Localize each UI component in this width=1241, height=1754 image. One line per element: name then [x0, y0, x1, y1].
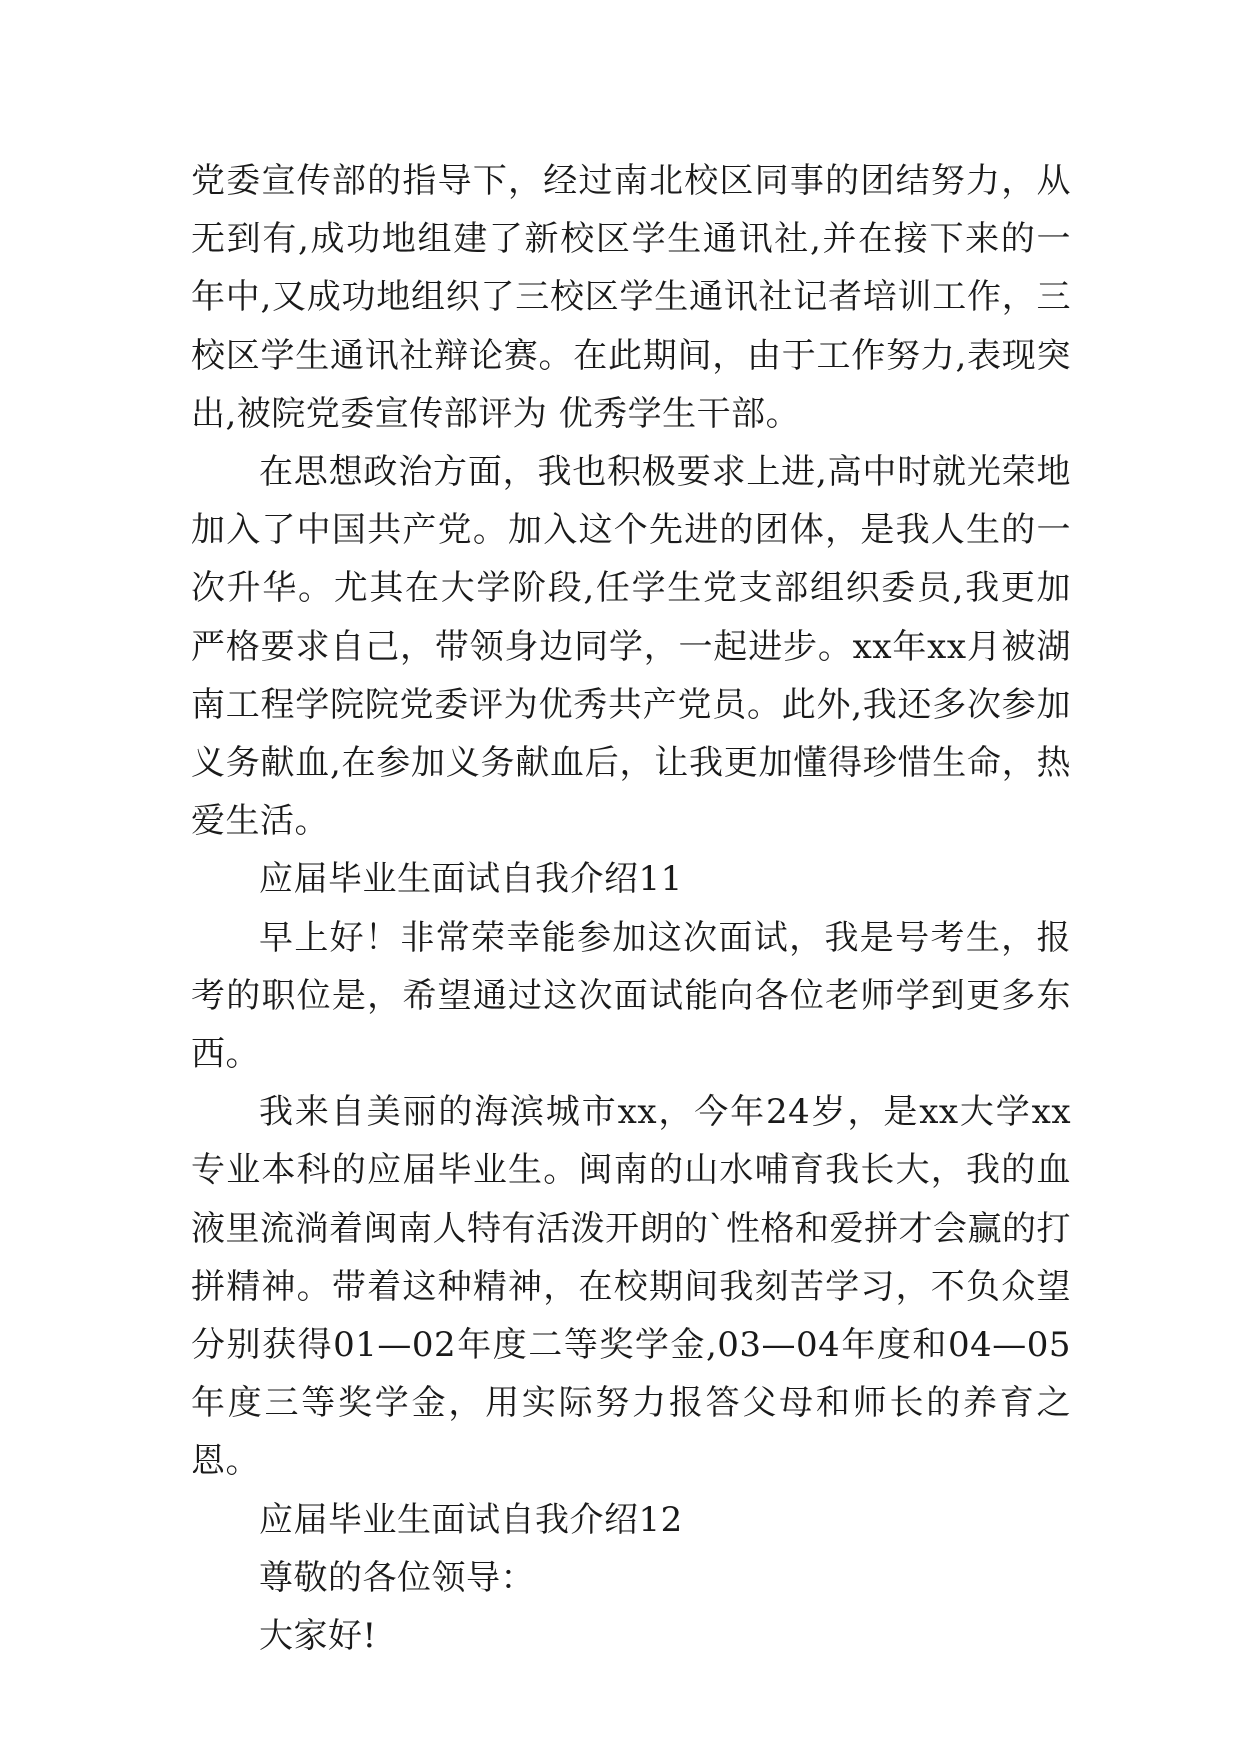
- paragraph-hello: 大家好!: [259, 1616, 377, 1657]
- paragraph-greeting: 早上好！非常荣幸能参加这次面试，我是号考生，报考的职位是，希望通过这次面试能向各位老师学到更多东西。: [191, 917, 1071, 1075]
- paragraph-political-thought: 在思想政治方面，我也积极要求上进,高中时就光荣地加入了中国共产党。加入这个先进的团体，是我人生的一次升华。尤其在大学阶段,任学生党支部组织委员,我更加严格要求自己，带领身边同学，一起进步。xx年xx月被湖南工程学院院党委评为优秀共产党员。此外,我还多次参加义务献血,在参加义务献血后，让我更加懂得珍惜生命，热爱生活。: [191, 452, 1071, 842]
- section-heading-12: 应届毕业生面试自我介绍12: [259, 1499, 683, 1540]
- section-heading-11: 应届毕业生面试自我介绍11: [259, 859, 683, 900]
- paragraph-background: 我来自美丽的海滨城市xx，今年24岁，是xx大学xx专业本科的应届毕业生。闽南的山水哺育我长大，我的血液里流淌着闽南人特有活泼开朗的`性格和爱拼才会赢的打拼精神。带着这种精神，在校期间我刻苦学习，不负众望分别获得01—02年度二等奖学金,03—04年度和04—05年度三等奖学金，用实际努力报答父母和师长的养育之恩。: [191, 1092, 1071, 1482]
- document-body: [191, 152, 1071, 1665]
- paragraph-salutation: 尊敬的各位领导：: [259, 1557, 535, 1598]
- paragraph-continuation: 党委宣传部的指导下，经过南北校区同事的团结努力，从无到有,成功地组建了新校区学生通讯社,并在接下来的一年中,又成功地组织了三校区学生通讯社记者培训工作，三校区学生通讯社辩论赛。在此期间，由于工作努力,表现突出,被院党委宣传部评为 优秀学生干部。: [191, 161, 1071, 434]
